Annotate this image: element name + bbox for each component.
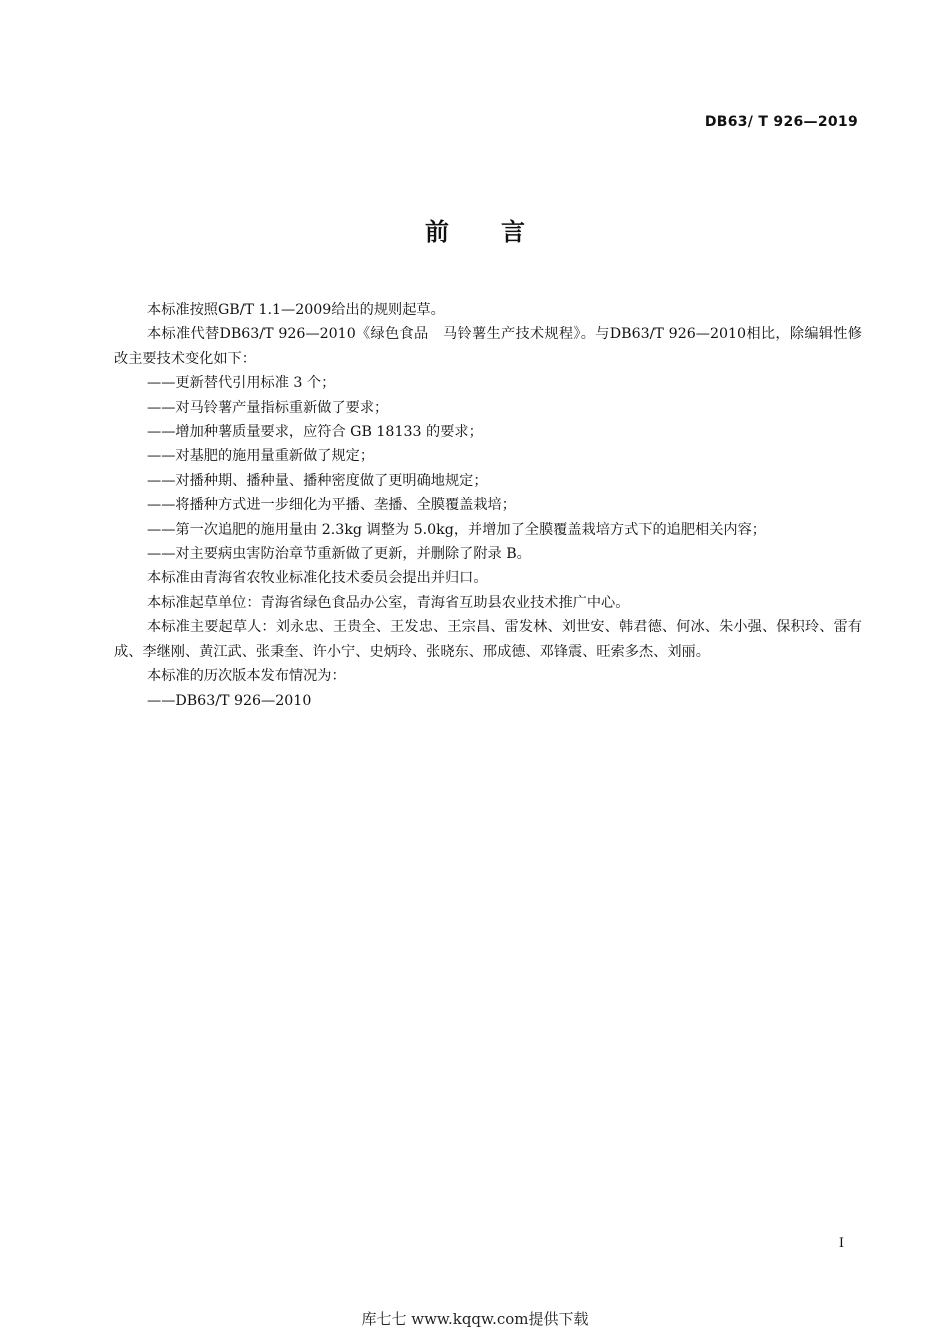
- standard-code: DB63/ T 926—2019: [704, 114, 858, 130]
- change-item: ——对基肥的施用量重新做了规定；: [147, 448, 375, 465]
- paragraph-replacement: 本标准代替DB63/T 926—2010《绿色食品 马铃薯生产技术规程》。与DB63/T 926—2010相比，除编辑性修改主要技术变化如下：: [114, 326, 862, 367]
- change-item: ——增加种薯质量要求，应符合 GB 18133 的要求；: [147, 424, 483, 441]
- title-char-1: 前: [425, 218, 449, 246]
- paragraph-drafting-units: 本标准起草单位：青海省绿色食品办公室，青海省互助县农业技术推广中心。: [147, 594, 630, 611]
- foreword-body: [114, 298, 862, 713]
- change-item: ——对马铃薯产量指标重新做了要求；: [147, 399, 389, 416]
- page-number: I: [838, 1236, 844, 1251]
- paragraph-history: 本标准的历次版本发布情况为：: [147, 668, 346, 685]
- change-item: ——对播种期、播种量、播种密度做了更明确地规定；: [147, 472, 488, 489]
- change-item: ——第一次追肥的施用量由 2.3kg 调整为 5.0kg，并增加了全膜覆盖栽培方式下的追肥相关内容；: [147, 521, 766, 538]
- change-item: ——对主要病虫害防治章节重新做了更新，并删除了附录 B。: [147, 546, 531, 563]
- paragraph-drafters: 本标准主要起草人：刘永忠、王贵全、王发忠、王宗昌、雷发林、刘世安、韩君德、何冰、朱小强、保积玲、雷有成、李继刚、黄江武、张秉奎、许小宁、史炳玲、张晓东、邢成德、邓锋震、旺索多杰、刘丽。: [114, 619, 862, 660]
- download-watermark: 库七七 www.kqqw.com提供下载: [361, 1310, 589, 1328]
- change-item: ——更新替代引用标准 3 个；: [147, 375, 336, 392]
- paragraph-drafting-rules: 本标准按照GB/T 1.1—2009给出的规则起草。: [147, 302, 445, 318]
- title-char-2: 言: [501, 218, 525, 246]
- page-title: [0, 212, 950, 247]
- paragraph-proposer: 本标准由青海省农牧业标准化技术委员会提出并归口。: [147, 570, 488, 587]
- change-item: ——将播种方式进一步细化为平播、垄播、全膜覆盖栽培；: [147, 497, 516, 514]
- history-item: ——DB63/T 926—2010: [147, 692, 312, 709]
